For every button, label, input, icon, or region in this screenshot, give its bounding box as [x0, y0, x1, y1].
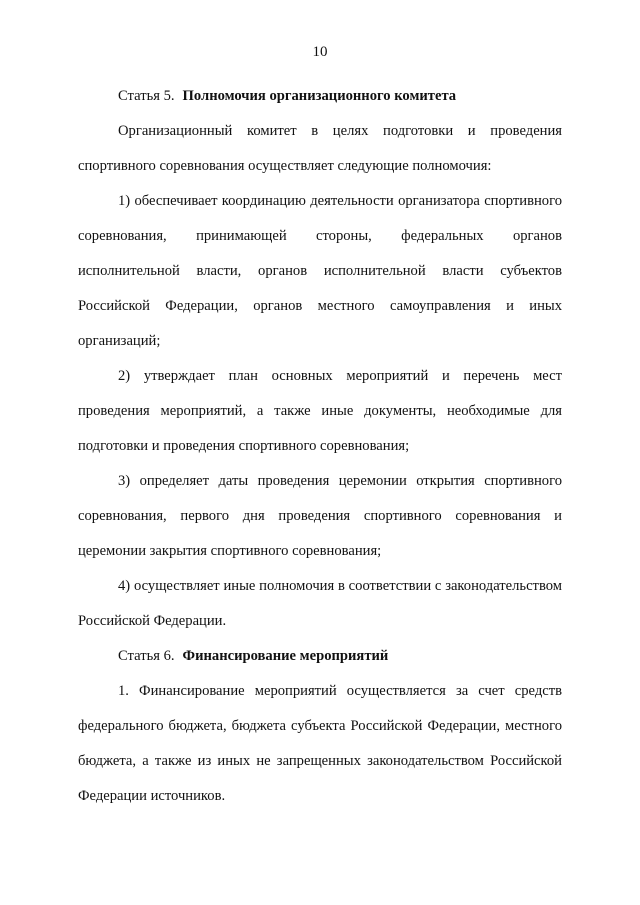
article-6-item-1: 1. Финансирование мероприятий осуществляется за счет средств федерального бюджета, бюджета субъекта Российской Федерации, местного бюджета, а также из иных не запрещенных законодательством Российской Федерации источников.: [78, 683, 562, 804]
article-5-item-4: 4) осуществляет иные полномочия в соответствии с законодательством Российской Федерации.: [78, 578, 562, 629]
article-5-item-3: 3) определяет даты проведения церемонии открытия спортивного соревнования, первого дня проведения спортивного соревнования и церемонии закрытия спортивного соревнования;: [78, 473, 562, 559]
article-6-heading: [78, 639, 562, 674]
article-6-title: Финансирование мероприятий: [182, 648, 389, 664]
article-6-number: Статья 6.: [118, 648, 175, 664]
page-number: 10: [312, 44, 328, 60]
article-5-heading: [78, 79, 562, 114]
article-5-intro: Организационный комитет в целях подготовки и проведения спортивного соревнования осуществляет следующие полномочия:: [78, 123, 562, 174]
article-5-title: Полномочия организационного комитета: [182, 88, 457, 104]
article-5-number: Статья 5.: [118, 88, 175, 104]
article-5-item-1: 1) обеспечивает координацию деятельности организатора спортивного соревнования, принимающей стороны, федеральных органов исполнительной власти, органов исполнительной власти субъектов Российской Федерации, органов местного самоуправления и иных организаций;: [78, 193, 562, 349]
article-5-item-2: 2) утверждает план основных мероприятий и перечень мест проведения мероприятий, а также иные документы, необходимые для подготовки и проведения спортивного соревнования;: [78, 368, 562, 454]
document-body: [78, 79, 562, 814]
